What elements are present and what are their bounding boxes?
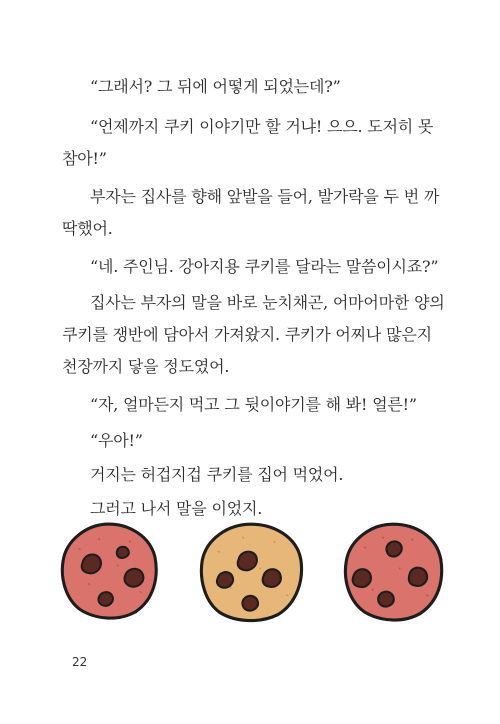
text-line-1: “그래서? 그 뒤에 어떻게 되었는데?”: [90, 77, 341, 96]
text-line-10: “자, 얼마든지 먹고 그 뒷이야기를 해 봐! 얼른!”: [90, 395, 417, 414]
text-line-8: 쿠키를 쟁반에 담아서 가져왔지. 쿠키가 어찌나 많은지: [62, 325, 432, 344]
text-line-3: 참아!”: [62, 149, 107, 168]
text-line-9: 천장까지 닿을 정도였어.: [62, 357, 230, 376]
text-line-6: “네. 주인님. 강아지용 쿠키를 달라는 말씀이시죠?”: [90, 257, 439, 276]
text-line-4: 부자는 집사를 향해 앞발을 들어, 발가락을 두 번 까: [90, 187, 440, 206]
text-line-13: 그러고 나서 말을 이었지.: [90, 499, 263, 518]
text-line-5: 딱했어.: [62, 219, 113, 238]
pink-cookie-right-icon: [341, 520, 445, 624]
page-number: 22: [72, 655, 88, 669]
cookie-illustration: [0, 520, 500, 630]
text-line-2: “언제까지 쿠키 이야기만 할 거냐! 으으. 도저히 못: [90, 117, 434, 136]
tan-cookie-center-icon: [197, 520, 305, 624]
text-line-12: 거지는 허겁지겁 쿠키를 집어 먹었어.: [90, 465, 344, 484]
text-line-7: 집사는 부자의 말을 바로 눈치채곤, 어마어마한 양의: [90, 293, 445, 312]
pink-cookie-left-icon: [58, 520, 160, 622]
text-line-11: “우아!”: [90, 431, 143, 450]
